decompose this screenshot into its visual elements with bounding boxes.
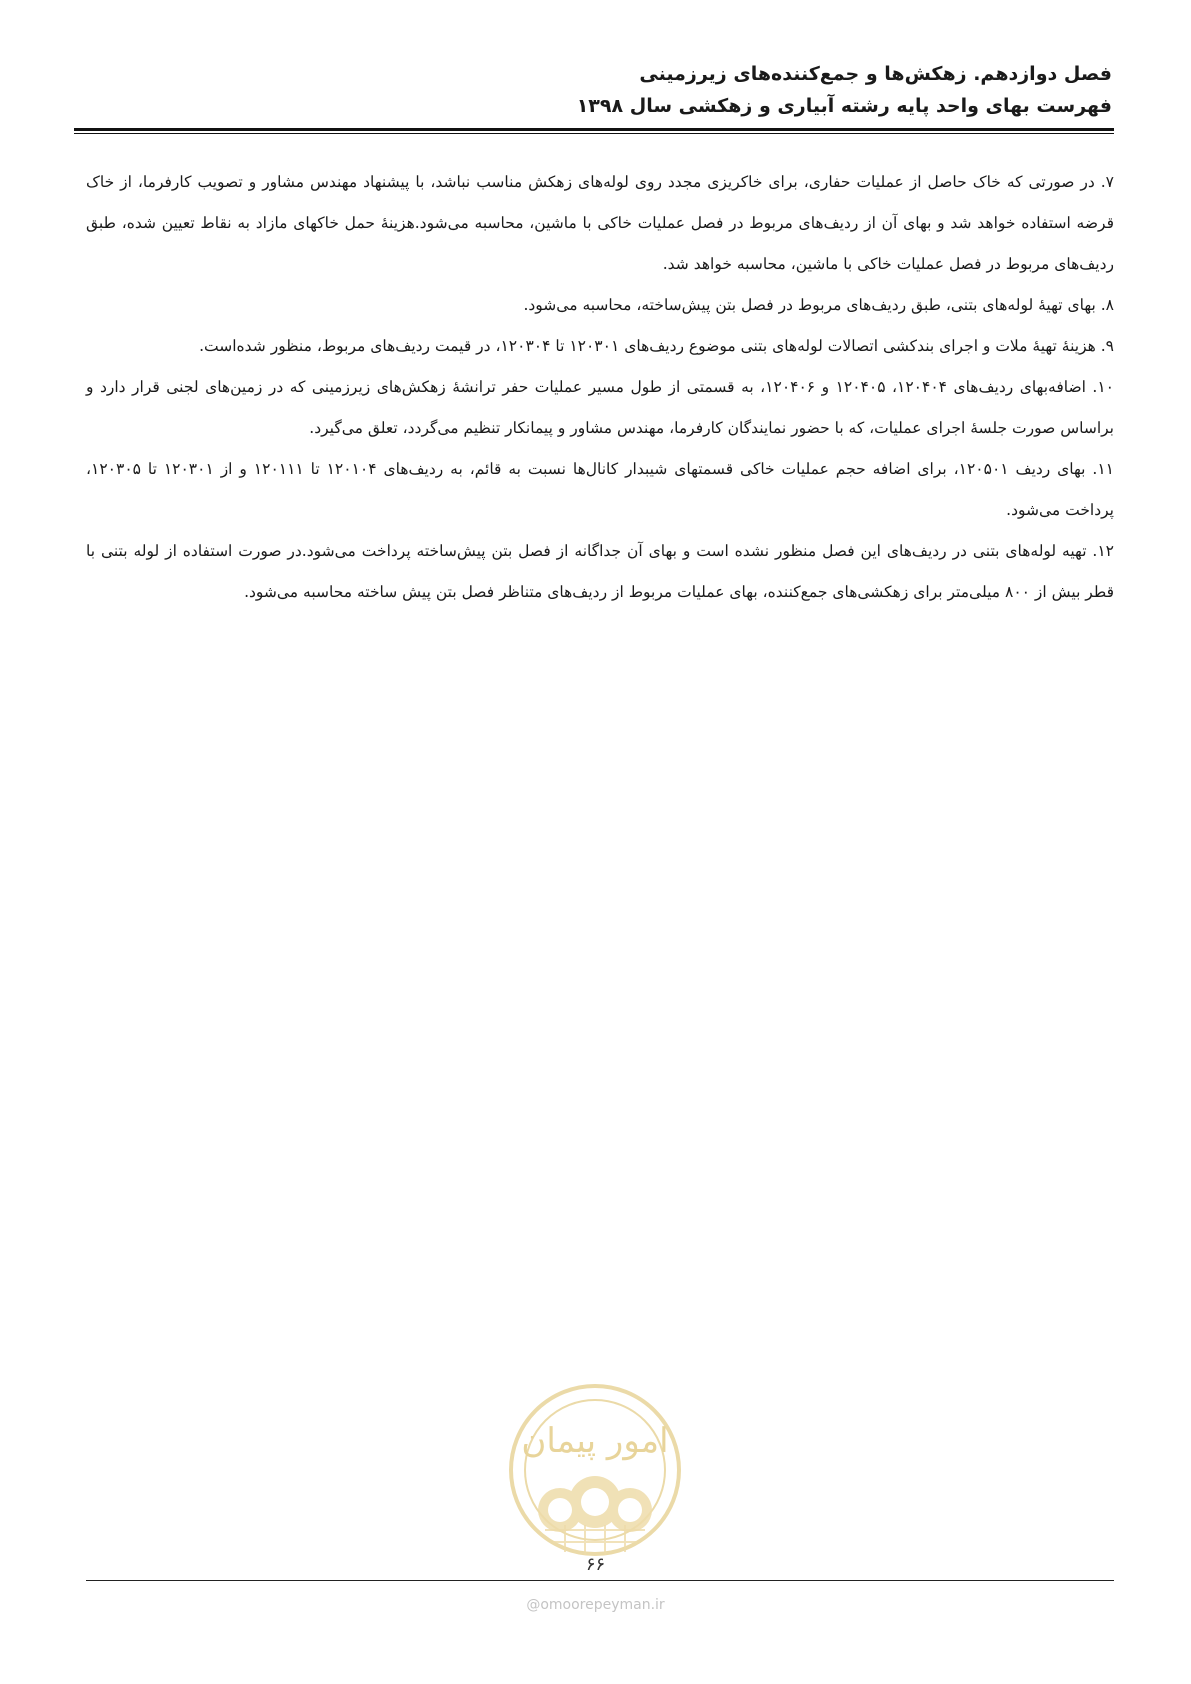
price-list-title: فهرست بهای واحد پایه رشته آبیاری و زهکشی سال ۱۳۹۸	[576, 95, 1112, 117]
header-rule-thin	[74, 133, 1114, 134]
page-number: ۶۶	[585, 1554, 606, 1575]
paragraph-7: ۷. در صورتی که خاک حاصل از عملیات حفاری، برای خاکریزی مجدد روی لوله‌های زهکش مناسب نباشد، با پیشنهاد مهندس مشاور و تصویب کارفرما، از خاک قرضه استفاده خواهد شد و بهای آن از ردیف‌های مربوط در فصل عملیات خاکی با ماشین، محاسبه می‌شود.هزینهٔ حمل خاکهای مازاد به نقاط تعیین شده، طبق ردیف‌های مربوط در فصل عملیات خاکی با ماشین، محاسبه خواهد شد.	[86, 173, 1114, 273]
page-header	[72, 58, 1112, 122]
footer-rule	[86, 1580, 1114, 1581]
site-watermark: @omoorepeyman.ir	[526, 1597, 665, 1613]
paragraph-11: ۱۱. بهای ردیف ۱۲۰۵۰۱، برای اضافه حجم عملیات خاکی قسمتهای شیبدار کانال‌ها نسبت به قائم، به ردیف‌های ۱۲۰۱۰۴ تا ۱۲۰۱۱۱ و از ۱۲۰۳۰۱ تا ۱۲۰۳۰۵، پرداخت می‌شود.	[86, 460, 1114, 519]
watermark-logo	[505, 1380, 685, 1560]
watermark-logo-text: امور پیمان	[521, 1421, 669, 1461]
paragraph-12: ۱۲. تهیه لوله‌های بتنی در ردیف‌های این فصل منظور نشده است و بهای آن جداگانه از فصل بتن پیش‌ساخته پرداخت می‌شود.در صورت استفاده از لوله بتنی با قطر بیش از ۸۰۰ میلی‌متر برای زهکشی‌های جمع‌کننده، بهای عملیات مربوط از ردیف‌های متناظر فصل بتن پیش ساخته محاسبه می‌شود.	[86, 542, 1114, 601]
paragraph-10: ۱۰. اضافه‌بهای ردیف‌های ۱۲۰۴۰۴، ۱۲۰۴۰۵ و ۱۲۰۴۰۶، به قسمتی از طول مسیر عملیات حفر ترانشهٔ زهکش‌های زیرزمینی که در زمین‌های لجنی قرار دارد و براساس صورت جلسهٔ اجرای عملیات، که با حضور نمایندگان کارفرما، مهندس مشاور و پیمانکار تنظیم می‌گردد، تعلق می‌گیرد.	[86, 378, 1114, 437]
header-rule-thick	[74, 128, 1114, 131]
paragraph-8: ۸. بهای تهیهٔ لوله‌های بتنی، طبق ردیف‌های مربوط در فصل بتن پیش‌ساخته، محاسبه می‌شود.	[523, 296, 1114, 314]
paragraph-9: ۹. هزینهٔ تهیهٔ ملات و اجرای بندکشی اتصالات لوله‌های بتنی موضوع ردیف‌های ۱۲۰۳۰۱ تا ۱۲۰۳۰۴، در قیمت ردیف‌های مربوط، منظور شده‌است.	[199, 337, 1114, 355]
chapter-title: فصل دوازدهم. زهکش‌ها و جمع‌کننده‌های زیرزمینی	[639, 63, 1112, 85]
body-text	[86, 162, 1114, 613]
